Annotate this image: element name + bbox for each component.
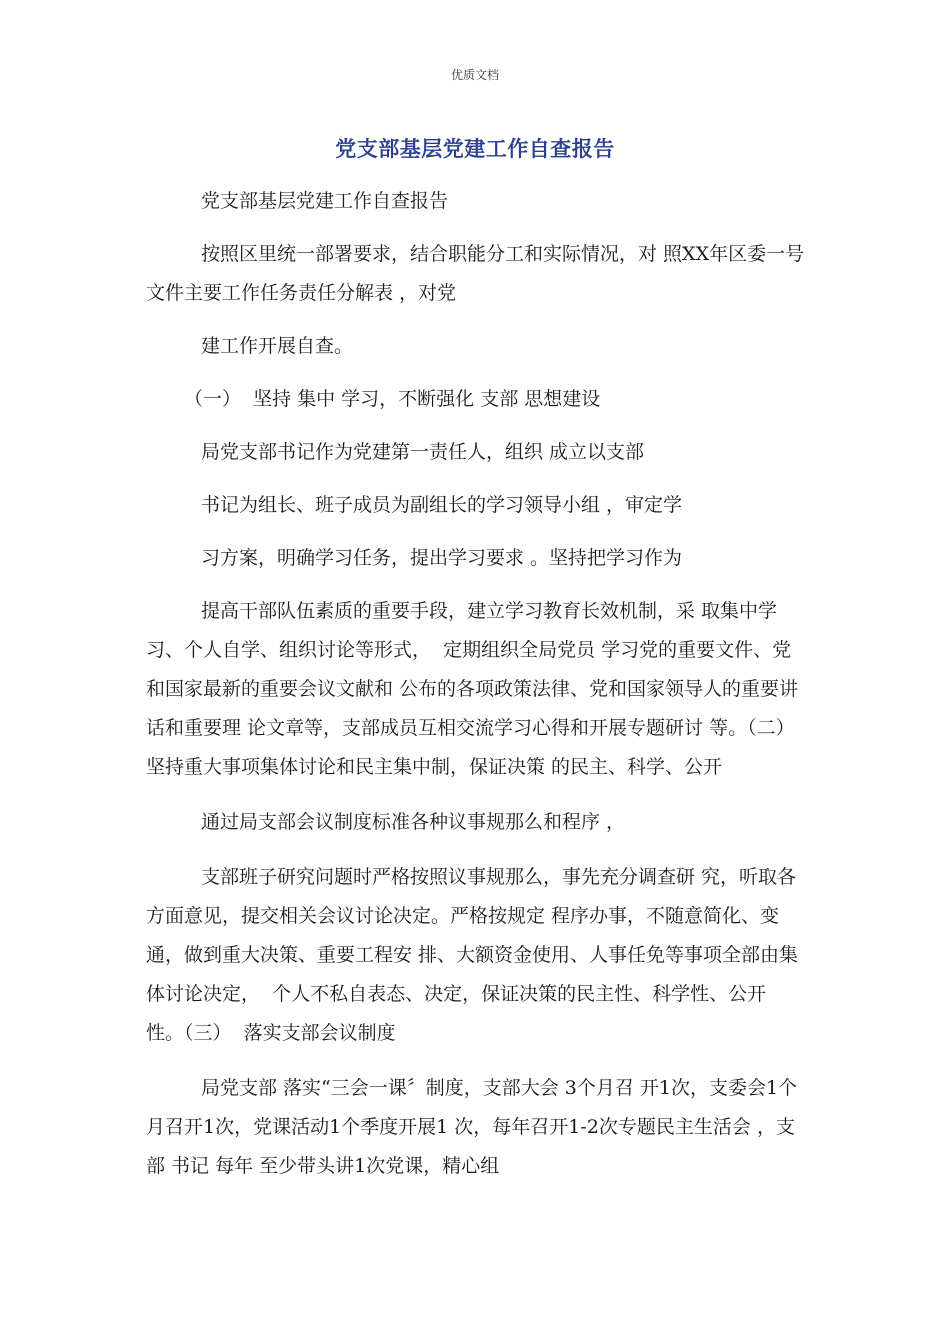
paragraph-meetings: 局党支部 落实“三会一课〞制度，支部大会 3个月召 开1次，支委会1个月召开1次，党课活动1个季度开展1 次，每年召开1-2次专题民主生活会 ，支部 书记 每年 至少带头讲1次党课，精心组 (146, 1077, 798, 1177)
paragraph-intro-cont: 建工作开展自查。 (201, 335, 354, 357)
paragraph-decision-2: 支部班子研究问题时严格按照议事规那么，事先充分调查研 究，听取各方面意见，提交相关会议讨论决定。严格按规定 程序办事，不随意简化、变通，做到重大决策、重要工程安 排、大额资金使用、人事任免等事项全部由集体讨论决定， 个人不私自表态、决定，保证决策的民主性、科学性、公开 性。（三） 落实支部会议制度 (146, 866, 799, 1044)
paragraph-study-4: 提高干部队伍素质的重要手段，建立学习教育长效机制，采 取集中学习、个人自学、组织讨论等形式， 定期组织全局党员 学习党的重要文件、党和国家最新的重要会议文献和 公布的各项政策法律、党和国家领导人的重要讲话和重要理 论文章等，支部成员互相交流学习心得和开展专题研讨 等。（二） 坚持重大事项集体讨论和民主集中制，保证决策 的民主、科学、公开 (146, 600, 807, 778)
document-title: 党支部基层党建工作自查报告 (335, 137, 615, 161)
paragraph-study-3: 习方案，明确学习任务，提出学习要求 。坚持把学习作为 (201, 547, 683, 569)
paragraph-intro: 按照区里统一部署要求，结合职能分工和实际情况，对 照XX年区委一号文件主要工作任务责任分解表 ，对党 (146, 243, 805, 304)
paragraph-study-1: 局党支部书记作为党建第一责任人，组织 成立以支部 (201, 441, 645, 463)
paragraph-subtitle: 党支部基层党建工作自查报告 (201, 190, 449, 212)
paragraph-study-2: 书记为组长、班子成员为副组长的学习领导小组 ，审定学 (201, 494, 683, 516)
document-body (146, 182, 806, 1186)
page-header: 优质文档 (450, 68, 499, 82)
section-heading-1: （一） 坚持 集中 学习，不断强化 支部 思想建设 (184, 388, 601, 410)
paragraph-decision-1: 通过局支部会议制度标准各种议事规那么和程序 ， (201, 811, 626, 833)
